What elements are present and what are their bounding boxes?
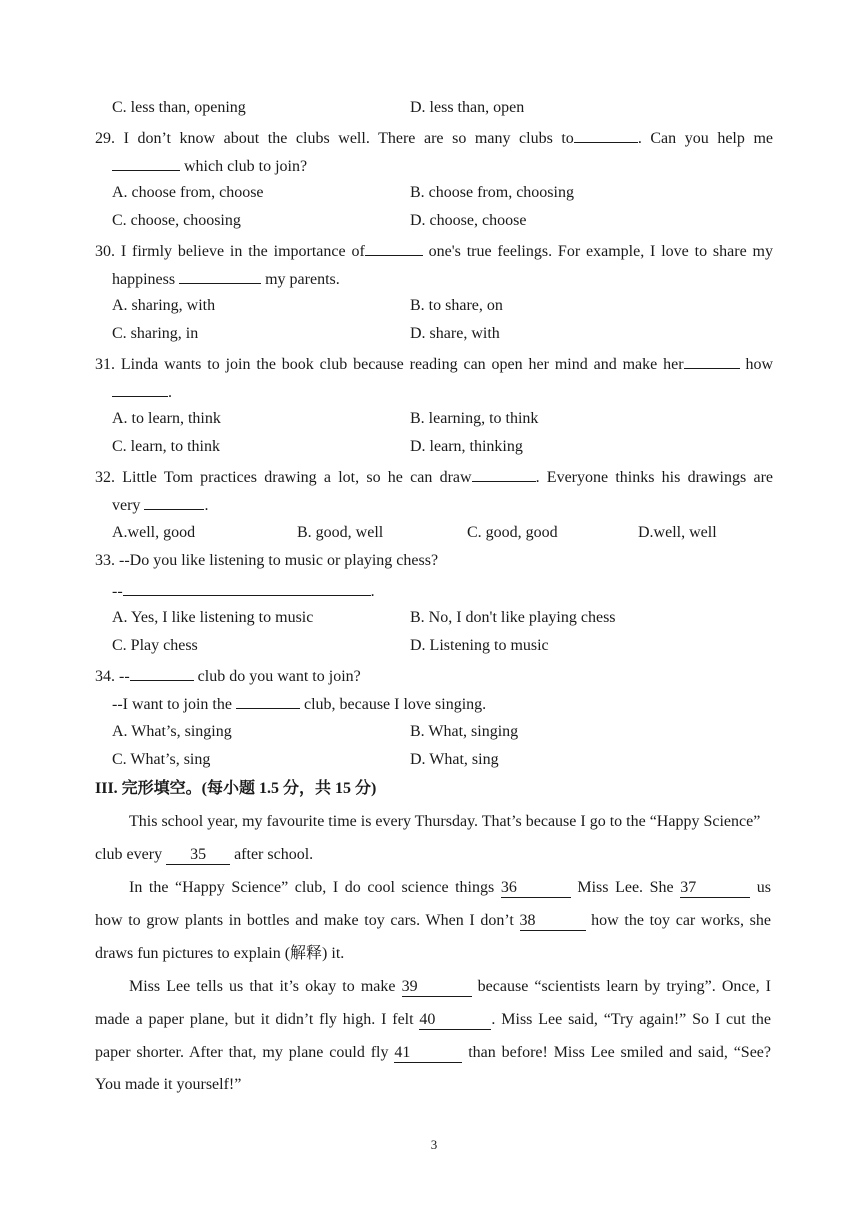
passage-text: paper shorter. After that, my plane could fly	[95, 1044, 395, 1061]
passage-text: how to grow plants in bottles and make toy cars. When I don’t	[95, 912, 520, 929]
blank-39: 39	[402, 978, 472, 997]
q33-stem-line1: 33. --Do you like listening to music or playing chess?	[95, 552, 439, 569]
q32-option-c: C. good, good	[467, 524, 558, 541]
q31-blank-1	[684, 353, 740, 369]
q30-text-a: 30. I firmly believe in the importance of	[95, 243, 365, 260]
q29-text-a: 29. I don’t know about the clubs well. There are so many clubs to	[95, 130, 574, 147]
q30-stem-line2	[112, 268, 340, 290]
passage-text: after school.	[230, 846, 314, 863]
blank-40: 40	[419, 1011, 491, 1030]
q34-stem-line2	[112, 693, 486, 715]
passage-p1-line1: This school year, my favourite time is every Thursday. That’s because I go to the “Happy Science”	[129, 813, 761, 830]
passage-text: Miss Lee. She	[570, 879, 681, 896]
q29-text-c: which club to join?	[180, 158, 308, 175]
q29-stem-line2	[112, 155, 307, 177]
q33-option-c: C. Play chess	[112, 637, 198, 654]
q31-option-c: C. learn, to think	[112, 438, 220, 455]
q34-option-d: D. What, sing	[410, 751, 499, 768]
passage-p3-line1	[129, 977, 771, 997]
passage-text: than before! Miss Lee smiled and said, “See?	[462, 1044, 771, 1061]
q34-option-b: B. What, singing	[410, 723, 519, 740]
q31-option-d: D. learn, thinking	[410, 438, 523, 455]
q32-text-a: 32. Little Tom practices drawing a lot, so he can draw	[95, 469, 472, 486]
q33-stem-line2	[112, 580, 375, 602]
blank-35: 35	[166, 846, 230, 865]
section-3-heading: III. 完形填空。(每小题 1.5 分，共 15 分)	[95, 780, 377, 797]
q29-blank-2	[112, 155, 180, 171]
q33-text-b: .	[370, 583, 375, 600]
q32-stem-line2	[112, 494, 208, 516]
q33-option-b: B. No, I don't like playing chess	[410, 609, 616, 626]
q31-text-c: .	[168, 384, 172, 401]
passage-text: us	[750, 879, 771, 896]
passage-p3-line4: You made it yourself!”	[95, 1076, 242, 1093]
passage-p1-line2	[95, 845, 313, 865]
q32-blank-1	[472, 466, 536, 482]
q31-stem-line2	[112, 381, 172, 403]
passage-text: made a paper plane, but it didn’t fly high. I felt	[95, 1011, 420, 1028]
q31-text-b: how	[739, 356, 773, 373]
passage-p3-line3	[95, 1043, 771, 1063]
passage-p2-line1	[129, 878, 771, 898]
q32-option-d: D.well, well	[638, 524, 717, 541]
q29-option-a: A. choose from, choose	[112, 184, 264, 201]
q30-option-b: B. to share, on	[410, 297, 503, 314]
q30-text-d: my parents.	[261, 271, 340, 288]
q31-text-a: 31. Linda wants to join the book club because reading can open her mind and make her	[95, 356, 684, 373]
passage-text: Miss Lee tells us that it’s okay to make	[129, 978, 402, 995]
q31-option-a: A. to learn, think	[112, 410, 221, 427]
q31-stem-line1	[95, 353, 773, 375]
q34-text-c: --I want to join the	[112, 696, 236, 713]
q30-blank-2	[179, 268, 261, 284]
q28-option-c: C. less than, opening	[112, 99, 246, 116]
q34-blank-1	[130, 665, 194, 681]
q34-text-d: club, because I love singing.	[299, 696, 487, 713]
q30-option-c: C. sharing, in	[112, 325, 199, 342]
q34-text-a: 34. --	[95, 668, 130, 685]
q33-option-a: A. Yes, I like listening to music	[112, 609, 314, 626]
passage-p2-line3: draws fun pictures to explain (解释) it.	[95, 945, 345, 962]
q29-option-b: B. choose from, choosing	[410, 184, 574, 201]
q30-option-a: A. sharing, with	[112, 297, 216, 314]
passage-text: . Miss Lee said, “Try again!” So I cut the	[491, 1011, 771, 1028]
q29-stem-line1	[95, 127, 773, 149]
q34-option-c: C. What’s, sing	[112, 751, 211, 768]
q30-option-d: D. share, with	[410, 325, 500, 342]
q34-text-b: club do you want to join?	[193, 668, 361, 685]
q29-option-d: D. choose, choose	[410, 212, 527, 229]
blank-38: 38	[520, 912, 586, 931]
q32-text-c: very	[112, 497, 145, 514]
q32-text-b: . Everyone thinks his drawings are	[535, 469, 773, 486]
q30-text-b: one's true feelings. For example, I love to share my	[422, 243, 773, 260]
q31-option-b: B. learning, to think	[410, 410, 539, 427]
q32-option-b: B. good, well	[297, 524, 384, 541]
q34-stem-line1	[95, 665, 361, 687]
passage-text: In the “Happy Science” club, I do cool science things	[129, 879, 501, 896]
q31-blank-2	[112, 381, 168, 397]
passage-text: how the toy car works, she	[585, 912, 772, 929]
q30-text-c: happiness	[112, 271, 180, 288]
q33-option-d: D. Listening to music	[410, 637, 549, 654]
q34-option-a: A. What’s, singing	[112, 723, 232, 740]
q33-text-a: --	[112, 583, 123, 600]
q29-blank-1	[574, 127, 638, 143]
passage-p2-line2	[95, 911, 771, 931]
q32-option-a: A.well, good	[112, 524, 196, 541]
q32-blank-2	[144, 494, 204, 510]
passage-p3-line2	[95, 1010, 771, 1030]
q34-blank-2	[236, 693, 300, 709]
q29-text-b: . Can you help me	[637, 130, 773, 147]
passage-text: because “scientists learn by trying”. Once, I	[471, 978, 772, 995]
q33-blank	[123, 580, 371, 596]
q30-blank-1	[365, 240, 423, 256]
q30-stem-line1	[95, 240, 773, 262]
page-number: 3	[430, 1137, 438, 1152]
blank-36: 36	[501, 879, 571, 898]
q28-option-d: D. less than, open	[410, 99, 525, 116]
q29-option-c: C. choose, choosing	[112, 212, 241, 229]
q32-text-d: .	[204, 497, 209, 514]
passage-text: club every	[95, 846, 167, 863]
blank-41: 41	[394, 1044, 462, 1063]
blank-37: 37	[680, 879, 750, 898]
q32-stem-line1	[95, 466, 773, 488]
